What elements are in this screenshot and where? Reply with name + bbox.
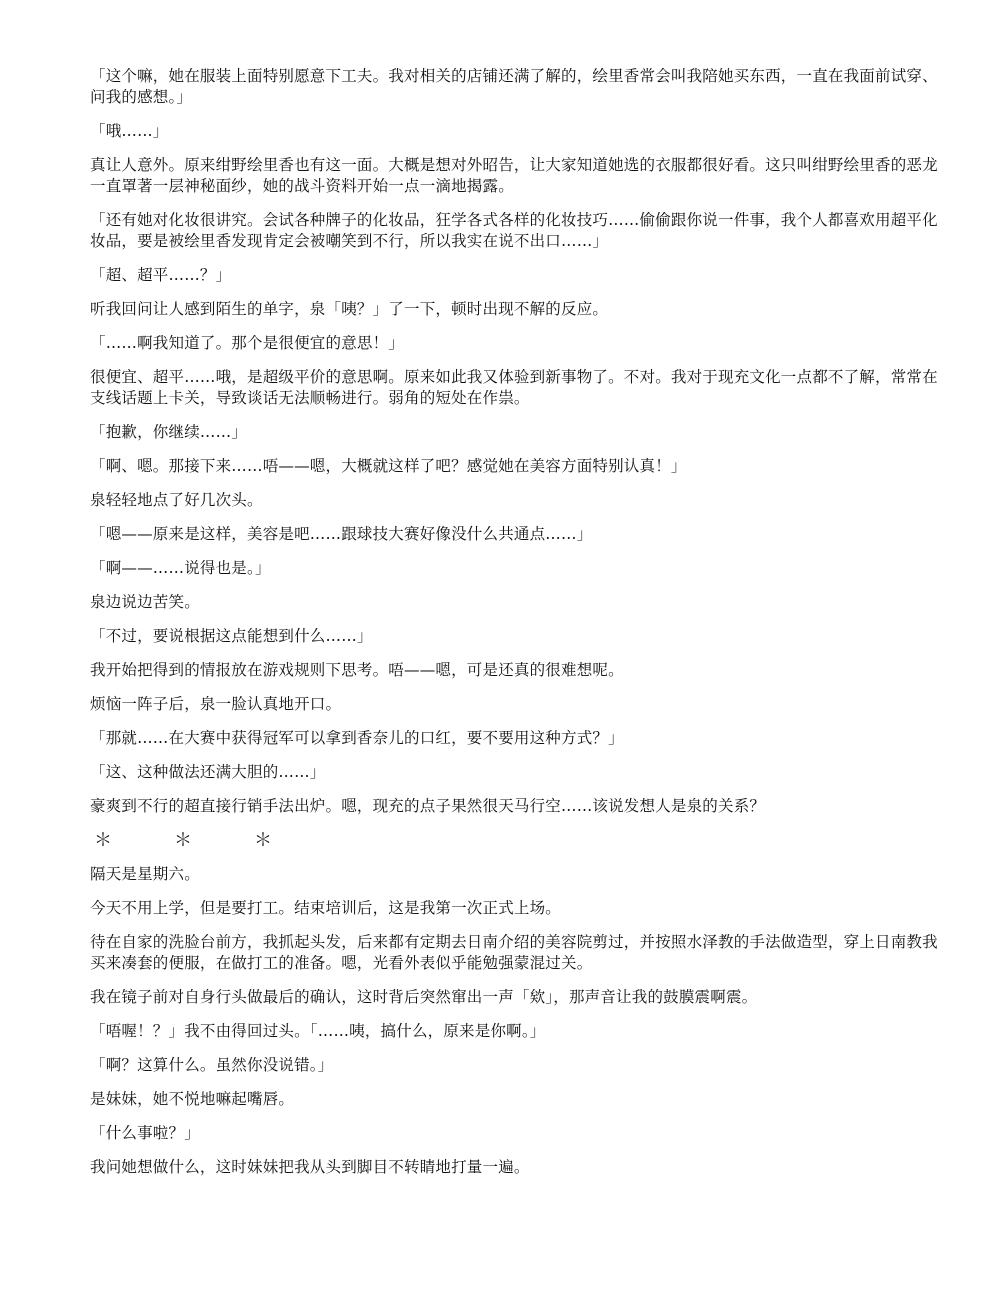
- scene-separator: ＊ ＊ ＊: [94, 830, 294, 851]
- paragraph: 我在镜子前对自身行头做最后的确认，这时背后突然窜出一声「欸」，那声音让我的鼓膜震啊震。: [90, 988, 758, 1006]
- paragraph: 「嗯——原来是这样，美容是吧……跟球技大赛好像没什么共通点……」: [90, 525, 593, 543]
- paragraph: 听我回问让人感到陌生的单字，泉「咦？」了一下，顿时出现不解的反应。: [90, 300, 609, 318]
- paragraph: 「不过，要说根据这点能想到什么……」: [90, 627, 373, 645]
- paragraph: 「抱歉，你继续……」: [90, 423, 248, 441]
- paragraph: 我开始把得到的情报放在游戏规则下思考。唔——嗯，可是还真的很难想呢。: [90, 661, 624, 679]
- paragraph: 「唔喔！？」我不由得回过头。「……咦，搞什么，原来是你啊。」: [90, 1022, 546, 1040]
- paragraph: 泉边说边苦笑。: [90, 593, 200, 611]
- paragraph: 隔天是星期六。: [90, 865, 200, 883]
- paragraph: 豪爽到不行的超直接行销手法出炉。嗯，现充的点子果然很天马行空……该说发想人是泉的关系？: [90, 797, 766, 815]
- paragraph: 很便宜、超平……哦，是超级平价的意思啊。原来如此我又体验到新事物了。不对。我对于现充文化一点都不了解，常常在支线话题上卡关，导致谈话无法顺畅进行。弱角的短处在作祟。: [90, 368, 938, 407]
- paragraph: 「啊、嗯。那接下来……唔——嗯，大概就这样了吧？感觉她在美容方面特别认真！」: [90, 457, 687, 475]
- paragraph: 待在自家的洗脸台前方，我抓起头发，后来都有定期去日南介绍的美容院剪过，并按照水泽教的手法做造型，穿上日南教我买来凑套的便服，在做打工的准备。嗯，光看外表似乎能勉强蒙混过关。: [90, 933, 938, 972]
- paragraph: 我问她想做什么，这时妹妹把我从头到脚目不转睛地打量一遍。: [90, 1158, 530, 1176]
- paragraph: 「什么事啦？」: [90, 1124, 200, 1142]
- paragraph: 泉轻轻地点了好几次头。: [90, 491, 263, 509]
- paragraph: 「还有她对化妆很讲究。会试各种牌子的化妆品，狂学各式各样的化妆技巧……偷偷跟你说一件事，我个人都喜欢用超平化妆品，要是被绘里香发现肯定会被嘲笑到不行，所以我实在说不出口……」: [90, 211, 938, 250]
- paragraph: 「哦……」: [90, 122, 169, 140]
- paragraph: 真让人意外。原来绀野绘里香也有这一面。大概是想对外昭告，让大家知道她选的衣服都很好看。这只叫绀野绘里香的恶龙一直罩著一层神秘面纱，她的战斗资料开始一点一滴地揭露。: [90, 156, 938, 195]
- paragraph: 今天不用上学，但是要打工。结束培训后，这是我第一次正式上场。: [90, 899, 562, 917]
- paragraph: 「超、超平……？」: [90, 266, 232, 284]
- paragraph: 「……啊我知道了。那个是很便宜的意思！」: [90, 334, 405, 352]
- paragraph: 「啊？这算什么。虽然你没说错。」: [90, 1056, 334, 1074]
- paragraph: 是妹妹，她不悦地嘛起嘴唇。: [90, 1090, 295, 1108]
- paragraph: 「啊——……说得也是。」: [90, 559, 271, 577]
- paragraph: 烦恼一阵子后，泉一脸认真地开口。: [90, 695, 342, 713]
- paragraph: 「那就……在大赛中获得冠军可以拿到香奈儿的口红，要不要用这种方式？」: [90, 729, 624, 747]
- paragraph: 「这个嘛，她在服装上面特别愿意下工夫。我对相关的店铺还满了解的，绘里香常会叫我陪她买东西，一直在我面前试穿、问我的感想。」: [90, 67, 938, 106]
- paragraph: 「这、这种做法还满大胆的……」: [90, 763, 326, 781]
